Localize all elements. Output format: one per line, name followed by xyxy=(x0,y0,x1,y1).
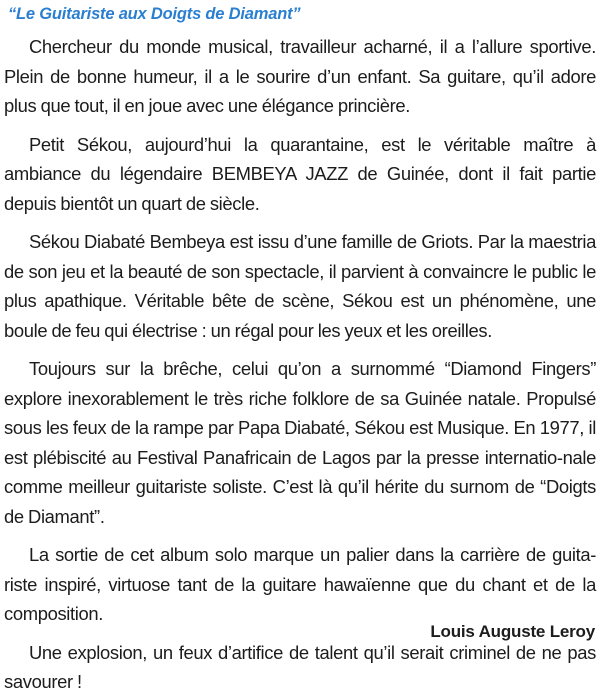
paragraph-intro: Chercheur du monde musical, travailleur acharné, il a l’allure sportive. Plein de bonne humeur, il a le sourire d’un enfant. Sa guitare, qu’il adore plus que tout, il en joue avec une élégance princière. xyxy=(4,36,596,116)
paragraph-conclusion: Une explosion, un feux d’artifice de talent qu’il serait criminel de ne pas savourer ! xyxy=(4,641,596,692)
paragraph-album: La sortie de cet album solo marque un palier dans la carrière de guita-riste inspiré, virtuose tant de la guitare hawaïenne que du chant et de la composition. xyxy=(4,544,596,624)
paragraph-diamond-fingers: Toujours sur la brêche, celui qu’on a surnommé “Diamond Fingers” explore inexorablement le très riche folklore de sa Guinée natale. Propulsé sous les feux de la rampe par Papa Diabaté, Sékou est Musique. En 1977, il est plébiscité au Festival Panafricain de Lagos par la presse internatio-nale comme meilleur guitariste soliste. C’est là qu’il hérite du surnom de “Doigts de Diamant”. xyxy=(4,358,596,527)
author-signature: Louis Auguste Leroy xyxy=(430,622,595,641)
paragraph-bembeya-jazz: Petit Sékou, aujourd’hui la quarantaine, est le véritable maître à ambiance du légendaire BEMBEYA JAZZ de Guinée, dont il fait partie depuis bientôt un quart de siècle. xyxy=(4,133,596,214)
article-title: “Le Guitariste aux Doigts de Diamant” xyxy=(8,5,301,23)
paragraph-griots: Sékou Diabaté Bembeya est issu d’une famille de Griots. Par la maestria de son jeu et la beauté de son spectacle, il parvient à convaincre le public le plus apathique. Véritable bête de scène, Sékou est un phénomène, une boule de feu qui électrise : un régal pour les yeux et les oreilles. xyxy=(4,231,596,341)
